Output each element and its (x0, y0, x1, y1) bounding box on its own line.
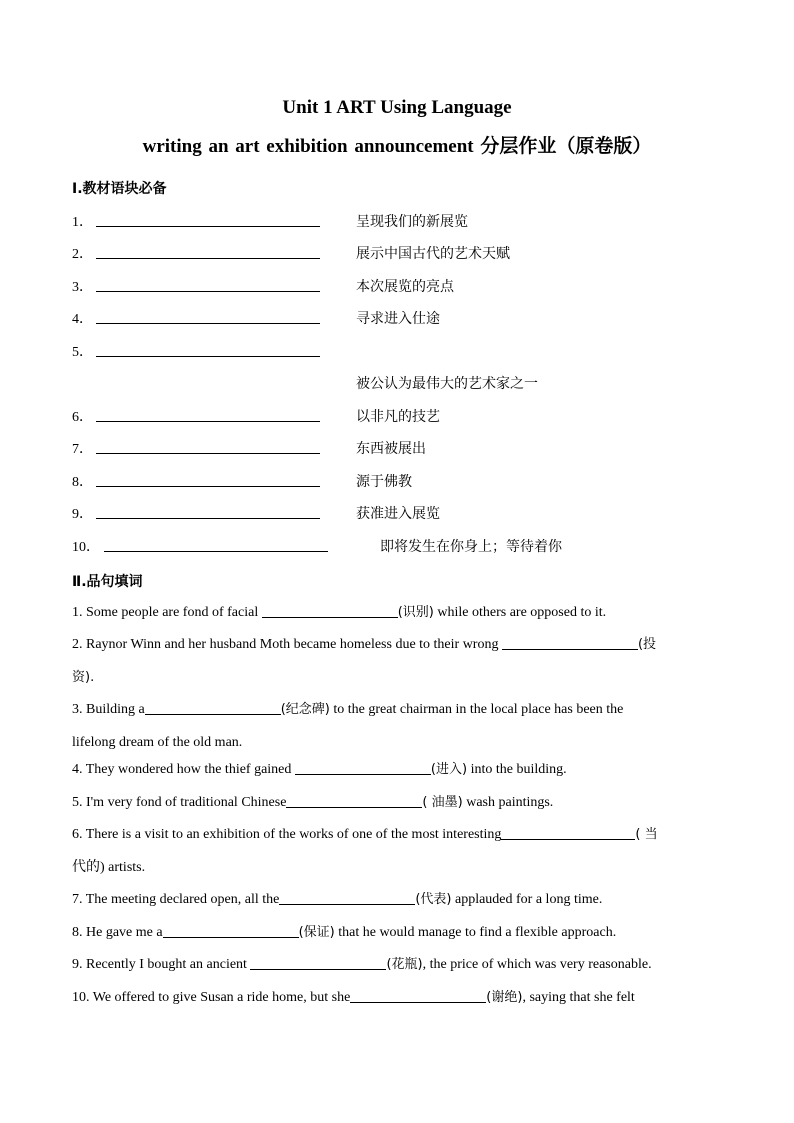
sentence-item (72, 700, 722, 720)
sentence-text: , saying that she felt (522, 990, 635, 1005)
sentence-continuation (72, 858, 722, 878)
sentence-continuation (72, 668, 722, 688)
sentence-text: while others are opposed to it. (433, 605, 607, 620)
answer-blank[interactable] (163, 923, 299, 938)
sentence-hint: (进入) (430, 762, 468, 777)
sentence-hint: (纪念碑) (280, 702, 330, 717)
item-number: 1． (72, 215, 93, 230)
sentence-text: that he would manage to find a flexible approach. (334, 925, 617, 940)
answer-blank[interactable] (96, 323, 320, 324)
item-chinese: 本次展览的亮点 (356, 279, 454, 295)
item-chinese: 以非凡的技艺 (356, 409, 440, 425)
list-item (72, 243, 722, 263)
sentence-item (72, 603, 722, 623)
sentence-text: 1. Some people are fond of facial (72, 605, 262, 620)
page-title: Unit 1 ART Using Language (282, 97, 512, 118)
answer-blank[interactable] (286, 793, 422, 808)
item-number: 3． (72, 280, 93, 295)
section-1-heading: Ⅰ.教材语块必备 (72, 181, 167, 197)
item-chinese: 展示中国古代的艺术天赋 (356, 246, 510, 262)
list-item (72, 471, 722, 491)
item-number: 5． (72, 345, 93, 360)
sentence-hint: (投 (637, 637, 657, 652)
list-item (72, 341, 722, 361)
item-number: 6． (72, 410, 93, 425)
answer-blank[interactable] (262, 603, 398, 618)
answer-blank[interactable] (501, 825, 635, 840)
sentence-text: 10. We offered to give Susan a ride home, but she (72, 990, 351, 1005)
page-subtitle: writing an art exhibition announcement 分层作业（原卷版） (142, 136, 652, 157)
list-item (72, 406, 722, 426)
list-item (72, 276, 722, 296)
item-chinese: 呈现我们的新展览 (356, 214, 468, 230)
list-item (72, 438, 722, 458)
sentence-text: 代的) artists. (72, 860, 146, 875)
answer-blank[interactable] (145, 700, 281, 715)
sentence-hint: ( 当 (635, 827, 658, 842)
sentence-text: wash paintings. (462, 795, 554, 810)
answer-blank[interactable] (96, 258, 320, 259)
answer-blank[interactable] (96, 453, 320, 454)
list-item (72, 211, 722, 231)
sentence-text: 3. Building a (72, 702, 145, 717)
sentence-text: , the price of which was very reasonable. (422, 957, 652, 972)
item-chinese: 获准进入展览 (356, 506, 440, 522)
sentence-item (72, 923, 722, 943)
sentence-text: 6. There is a visit to an exhibition of the works of one of the most interesting (72, 827, 502, 842)
answer-blank[interactable] (350, 988, 486, 1003)
answer-blank[interactable] (250, 955, 386, 970)
item-number: 8． (72, 475, 93, 490)
sentence-hint: ( 油墨) (422, 795, 463, 810)
list-item (72, 503, 722, 523)
sentence-item (72, 825, 722, 845)
sentence-hint: (保证) (298, 925, 335, 940)
sentence-text: 4. They wondered how the thief gained (72, 762, 295, 777)
list-item-continuation (72, 373, 722, 393)
sentence-text: 资). (72, 670, 95, 685)
item-number: 10． (72, 540, 100, 555)
item-chinese: 即将发生在你身上；等待着你 (380, 539, 562, 555)
item-number: 7． (72, 442, 93, 457)
sentence-hint: (谢绝) (486, 990, 523, 1005)
sentence-text: 5. I'm very fond of traditional Chinese (72, 795, 287, 810)
answer-blank[interactable] (96, 356, 320, 357)
list-item (72, 536, 722, 556)
sentence-item (72, 988, 722, 1008)
answer-blank[interactable] (502, 635, 638, 650)
sentence-text: applauded for a long time. (451, 892, 603, 907)
sentence-item (72, 760, 722, 780)
sentence-hint: (识别) (397, 605, 434, 620)
sentence-text: 2. Raynor Winn and her husband Moth became homeless due to their wrong (72, 637, 502, 652)
answer-blank[interactable] (295, 760, 431, 775)
sentence-hint: (花瓶) (386, 957, 423, 972)
sentence-hint: (代表) (415, 892, 452, 907)
item-number: 9． (72, 507, 93, 522)
sentence-text: 8. He gave me a (72, 925, 163, 940)
sentence-text: 7. The meeting declared open, all the (72, 892, 280, 907)
sentence-item (72, 793, 722, 813)
sentence-text: into the building. (467, 762, 567, 777)
item-number: 2． (72, 247, 93, 262)
answer-blank[interactable] (104, 551, 328, 552)
sentence-item (72, 635, 722, 655)
list-item (72, 308, 722, 328)
item-chinese: 东西被展出 (356, 441, 426, 457)
item-chinese: 被公认为最伟大的艺术家之一 (356, 376, 538, 392)
item-chinese: 寻求进入仕途 (356, 311, 440, 327)
answer-blank[interactable] (279, 890, 415, 905)
answer-blank[interactable] (96, 421, 320, 422)
answer-blank[interactable] (96, 291, 320, 292)
item-chinese: 源于佛教 (356, 474, 412, 490)
sentence-continuation (72, 733, 722, 753)
sentence-item (72, 955, 722, 975)
sentence-text: lifelong dream of the old man. (72, 735, 243, 750)
answer-blank[interactable] (96, 226, 320, 227)
answer-blank[interactable] (96, 518, 320, 519)
sentence-item (72, 890, 722, 910)
answer-blank[interactable] (96, 486, 320, 487)
section-2-heading: Ⅱ.品句填词 (72, 574, 143, 590)
sentence-text: 9. Recently I bought an ancient (72, 957, 251, 972)
item-number: 4． (72, 312, 93, 327)
sentence-text: to the great chairman in the local place has been the (329, 702, 624, 717)
